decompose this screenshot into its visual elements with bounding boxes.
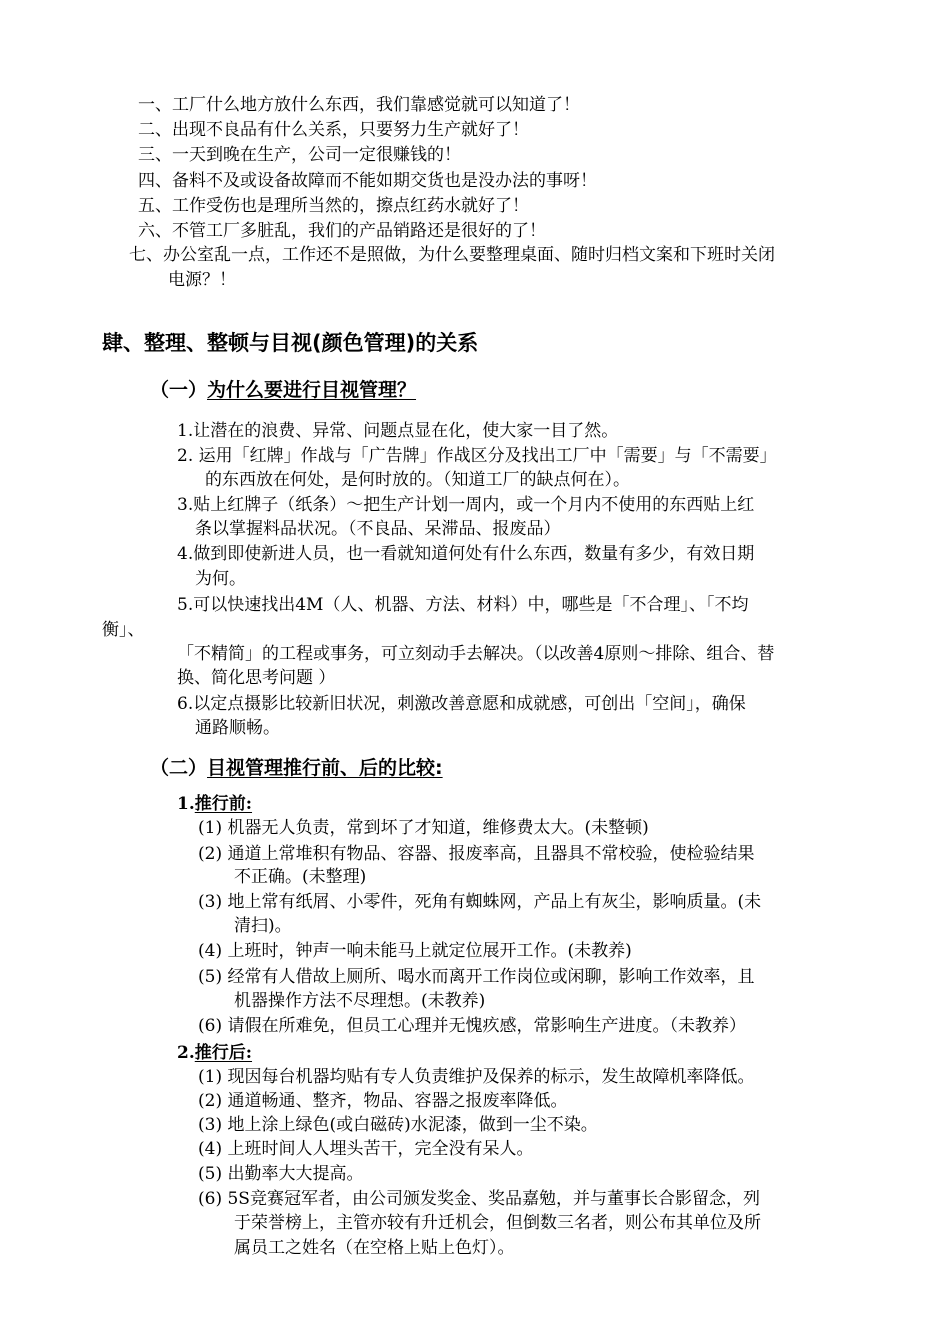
part1-line: 2. 运用「红牌」作战与「广告牌」作战区分及找出工厂中「需要」与「不需要」 [177,446,777,466]
part1-line: 4.做到即使新进人员，也一看就知道何处有什么东西，数量有多少，有效日期 [177,544,755,564]
before-item: (4) 上班时，钟声一响未能马上就定位展开工作。(未教养) [198,941,632,961]
after-number: 2. [177,1043,195,1063]
part1-line: 1.让潜在的浪费、异常、问题点显在化，使大家一目了然。 [177,421,619,441]
part1-line: 通路顺畅。 [195,718,280,738]
part1-line: 换、简化思考问题 ） [177,668,336,688]
after-item: (5) 出勤率大大提高。 [198,1164,364,1184]
intro-item-7-cont: 电源？！ [168,270,236,290]
before-label: 推行前: [194,794,253,814]
after-item: (1) 现因每台机器均贴有专人负责维护及保养的标示，发生故障机率降低。 [198,1067,755,1087]
section-title: 肆、整理、整顿与目视(颜色管理)的关系 [102,331,479,355]
part1-prefix: （一） [150,379,208,401]
intro-item-3: 三、一天到晚在生产，公司一定很赚钱的！ [138,145,461,165]
before-item: (1) 机器无人负责，常到坏了才知道，维修费太大。(未整顿) [198,818,649,838]
before-item-cont: 清扫)。 [234,916,292,936]
part1-line: 为何。 [195,569,246,589]
part1-title: 为什么要进行目视管理？ [207,379,417,401]
part1-line: 的东西放在何处，是何时放的。（知道工厂的缺点何在）。 [205,470,630,490]
part1-line: 6.以定点摄影比较新旧状况，刺激改善意愿和成就感，可创出「空间」，确保 [177,694,746,714]
after-label: 推行后: [194,1043,253,1063]
before-subheading [177,793,252,815]
after-item: (6) 5S竞赛冠军者，由公司颁发奖金、奖品嘉勉，并与董事长合影留念，列 [198,1189,760,1209]
after-item: (4) 上班时间人人埋头苦干，完全没有呆人。 [198,1139,534,1159]
before-number: 1. [177,794,195,814]
before-item-cont: 不正确。(未整理) [234,867,367,887]
part2-heading [150,755,443,781]
part1-heading [150,377,416,403]
before-item-cont: 机器操作方法不尽理想。(未教养) [234,991,486,1011]
after-item-cont: 于荣誉榜上，主管亦较有升迁机会，但倒数三名者，则公布其单位及所 [234,1213,761,1233]
before-item: (5) 经常有人借故上厕所、喝水而离开工作岗位或闲聊，影响工作效率，且 [198,967,755,987]
before-item: (3) 地上常有纸屑、小零件，死角有蜘蛛网，产品上有灰尘，影响质量。(未 [198,892,762,912]
after-subheading [177,1042,252,1064]
intro-item-6: 六、不管工厂多脏乱，我们的产品销路还是很好的了！ [138,221,546,241]
part1-line: 3.贴上红牌子（纸条）～把生产计划一周内，或一个月内不使用的东西贴上红 [177,495,755,515]
before-item: (6) 请假在所难免，但员工心理并无愧疚感，常影响生产进度。（未教养） [198,1016,746,1036]
intro-item-7: 七、办公室乱一点，工作还不是照做，为什么要整理桌面、随时归档文案和下班时关闭 [129,245,775,265]
intro-item-5: 五、工作受伤也是理所当然的，擦点红药水就好了！ [138,196,529,216]
intro-item-1: 一、工厂什么地方放什么东西，我们靠感觉就可以知道了！ [138,95,580,115]
part2-title: 目视管理推行前、后的比较: [207,757,443,779]
intro-item-4: 四、备料不及或设备故障而不能如期交货也是没办法的事呀！ [138,171,597,191]
part1-line: 条以掌握料品状况。（不良品、呆滞品、报废品） [195,519,561,539]
after-item: (2) 通道畅通、整齐，物品、容器之报废率降低。 [198,1091,568,1111]
part1-line: 5.可以快速找出4M（人、机器、方法、材料）中，哪些是「不合理」、「不均 [177,595,749,615]
after-item-cont: 属员工之姓名（在空格上贴上色灯）。 [234,1238,515,1258]
part1-line: 衡」、 [102,620,145,640]
after-item: (3) 地上涂上绿色(或白磁砖)水泥漆，做到一尘不染。 [198,1115,598,1135]
intro-item-2: 二、出现不良品有什么关系，只要努力生产就好了！ [138,120,529,140]
part2-prefix: （二） [150,757,208,779]
part1-line: 「不精简」的工程或事务，可立刻动手去解决。（以改善4原则～排除、组合、替 [177,644,775,664]
before-item: (2) 通道上常堆积有物品、容器、报废率高，且器具不常校验，使检验结果 [198,844,755,864]
